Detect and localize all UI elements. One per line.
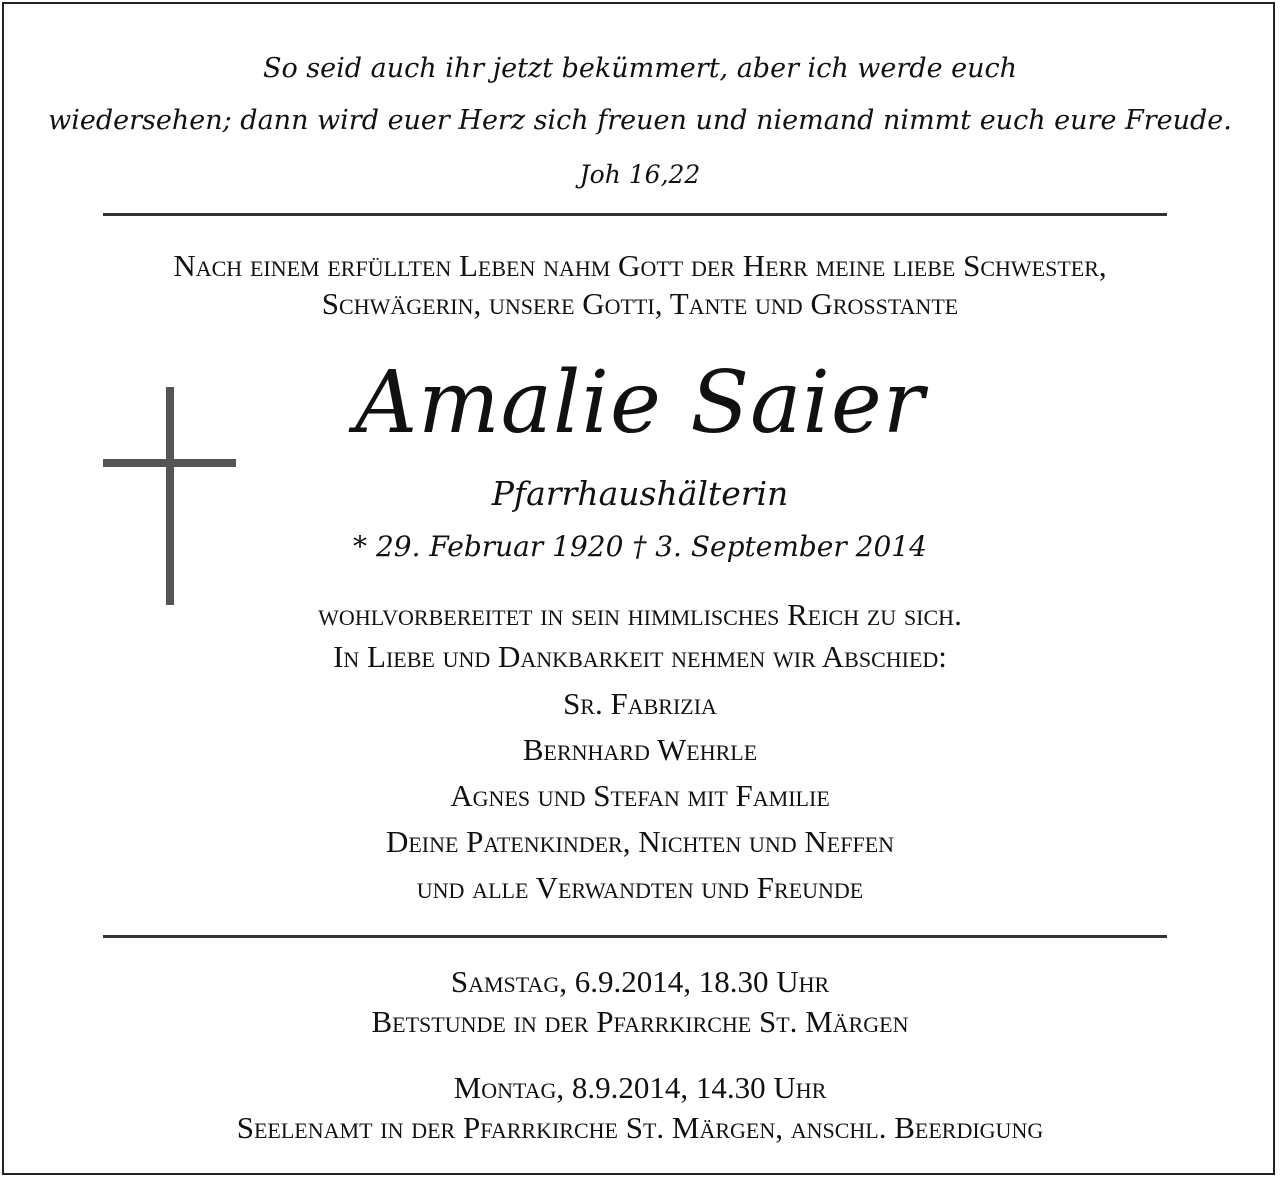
mourner-1: Sr. Fabrizia [563,686,717,721]
mourner-4: Deine Patenkinder, Nichten und Neffen [385,824,895,859]
verse-line-1: So seid auch ihr jetzt bekümmert, aber ich werde euch [262,53,1018,84]
mourner-2: Bernhard Wehrle [522,732,758,767]
intro-line-2: Schwägerin, unsere Gotti, Tante und Grosstante [321,286,959,321]
service-1-time: Samstag, 6.9.2014, 18.30 Uhr [450,964,830,999]
mourner-5: und alle Verwandten und Freunde [416,870,864,905]
mourner-3: Agnes und Stefan mit Familie [450,778,830,813]
body-line-2: In Liebe und Dankbarkeit nehmen wir Abschied: [333,639,947,674]
service-1-description: Betstunde in der Pfarrkirche St. Märgen [371,1004,909,1039]
cross-horizontal-bar [103,459,236,467]
intro-line-1: Nach einem erfüllten Leben nahm Gott der Herr meine liebe Schwester, [173,248,1107,283]
body-line-1: wohlvorbereitet in sein himmlisches Reich zu sich. [318,597,962,632]
service-2-description: Seelenamt in der Pfarrkirche St. Märgen, anschl. Beerdigung [236,1110,1044,1145]
bottom-divider [103,935,1167,938]
deceased-profession: Pfarrhaushälterin [491,474,789,513]
top-divider [103,213,1167,216]
verse-line-2: wiedersehen; dann wird euer Herz sich freuen und niemand nimmt euch eure Freude. [48,105,1232,136]
verse-reference: Joh 16,22 [579,160,701,189]
service-2-time: Montag, 8.9.2014, 14.30 Uhr [453,1070,827,1105]
deceased-name: Amalie Saier [355,353,925,453]
deceased-dates: * 29. Februar 1920 † 3. September 2014 [353,530,927,563]
